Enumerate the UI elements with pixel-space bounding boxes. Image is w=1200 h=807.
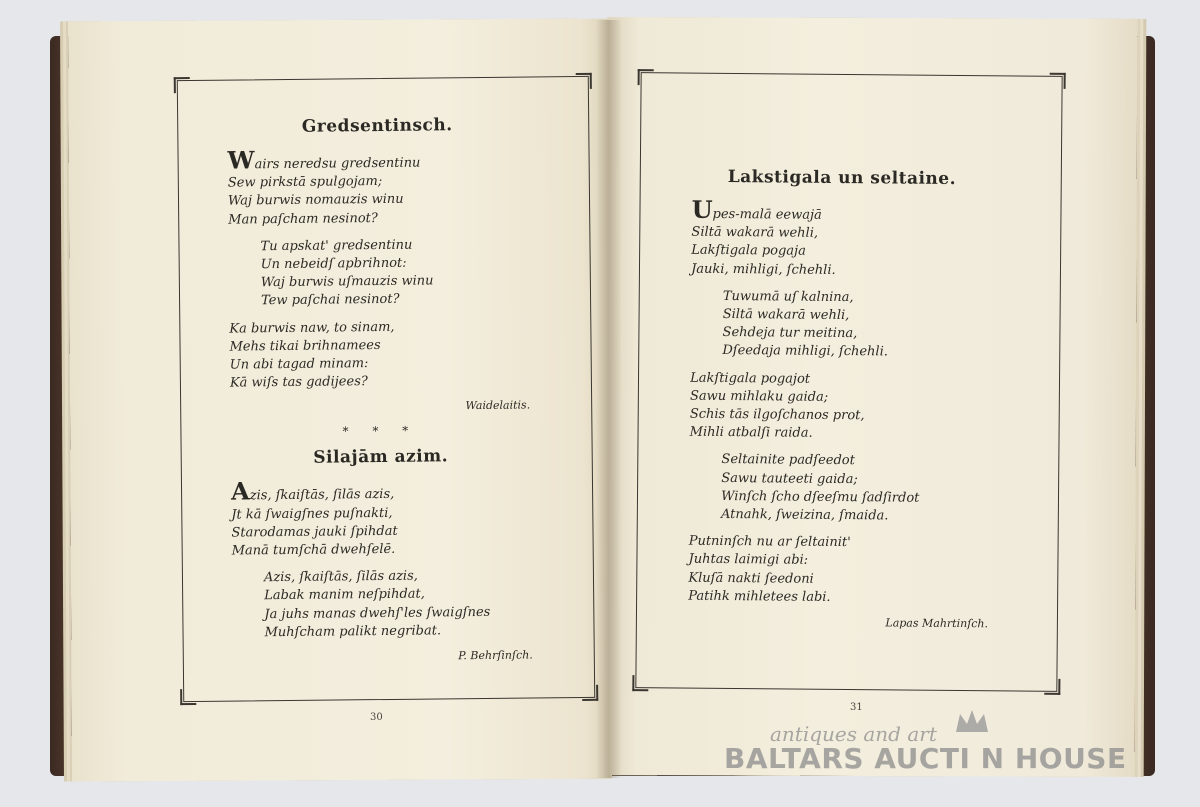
poem-line: Sew pirkstā spulgojam; bbox=[227, 174, 383, 191]
poem-line: Schis tās ilgoſchanos prot, bbox=[689, 406, 865, 424]
poem-line: Lakſtigala pogaja bbox=[691, 243, 806, 260]
poem-line: Mihli atbalſi raida. bbox=[689, 424, 813, 441]
watermark bbox=[724, 716, 1144, 786]
poem-line: Patihk mihletees labi. bbox=[688, 588, 831, 605]
poem-line: Siltā wakarā wehli, bbox=[691, 224, 819, 242]
stanza bbox=[227, 145, 528, 229]
book-gutter bbox=[596, 20, 622, 778]
poem-line: Mehs tikai brihnamees bbox=[229, 337, 381, 355]
poem-line: Labak manim neſpihdat, bbox=[264, 586, 425, 604]
poem-author: Lapas Mahrtinſch. bbox=[885, 616, 989, 631]
poem-line: Un nebeidſ apbrihnot: bbox=[260, 255, 407, 273]
stanza bbox=[721, 451, 990, 526]
poem-line: Juhtas laimigi abi: bbox=[688, 552, 809, 569]
poem-author: Waidelaitis. bbox=[465, 398, 531, 413]
poem-title: Lakstigala un seltaine. bbox=[727, 167, 957, 190]
poem-line: Azis, ſkaiſtās, ſilās azis, bbox=[230, 476, 395, 507]
poem-title: Silajām azim. bbox=[313, 446, 449, 469]
poem-line: Putninſch nu ar ſeltainit' bbox=[688, 533, 851, 551]
stanza bbox=[230, 476, 532, 561]
stanza bbox=[229, 317, 530, 393]
poem-line: Manā tumſchā dwehſelē. bbox=[231, 541, 396, 559]
poem-line: Waj burwis nomauzis winu bbox=[227, 192, 404, 209]
poem-line: Tuwumā uſ kalnina, bbox=[722, 288, 854, 305]
poem-line: Kā wiſs tas gadijees? bbox=[229, 374, 368, 391]
stanza bbox=[688, 533, 989, 608]
stanza bbox=[722, 288, 991, 363]
separator-stars: * * * bbox=[342, 424, 419, 439]
poem-line: Starodamas jauki ſpihdat bbox=[231, 523, 398, 541]
stanza bbox=[260, 235, 529, 311]
poem-title: Gredsentinsch. bbox=[301, 115, 453, 137]
page-number-left: 30 bbox=[370, 712, 383, 723]
right-page-content bbox=[688, 167, 992, 631]
left-page-content bbox=[227, 114, 533, 664]
poem-line: Dſeedaja mihligi, ſchehli. bbox=[722, 343, 888, 360]
poem-line: Ka burwis naw, to sinam, bbox=[229, 319, 395, 337]
crown-icon bbox=[952, 708, 992, 736]
stanza bbox=[264, 567, 533, 643]
poem-line: Sawu mihlaku gaida; bbox=[689, 388, 829, 405]
poem-line: Winſch ſcho dſeeſmu ſadſirdot bbox=[721, 488, 920, 506]
poem-line: Muhſcham palikt negribat. bbox=[264, 623, 442, 641]
poem-line: Waj burwis uſmauzis winu bbox=[260, 273, 434, 291]
stanza bbox=[691, 194, 992, 281]
watermark-brand: BALTARS AUCTI N HOUSE bbox=[724, 742, 1127, 775]
poem-line: Upes-malā eewajā bbox=[691, 194, 822, 224]
poem-line: Atnahk, ſweizina, ſmaida. bbox=[720, 507, 889, 524]
poem-line: Lakſtigala pogajot bbox=[690, 370, 811, 387]
poem-line: Azis, ſkaiſtās, ſilās azis, bbox=[263, 568, 418, 586]
poem-line: Kluſā nakti ſeedoni bbox=[688, 570, 814, 587]
poem-line: Ja juhs manas dwehſ'les ſwaigſnes bbox=[264, 604, 491, 622]
poem-line: Un abi tagad minam: bbox=[229, 356, 369, 373]
poem-line: Jauki, mihligi, ſchehli. bbox=[691, 261, 836, 278]
page-number-right: 31 bbox=[850, 702, 863, 713]
poem-line: Sehdeja tur meitina, bbox=[722, 325, 858, 342]
poem-line: Siltā wakarā wehli, bbox=[722, 306, 850, 324]
poem-line: Seltainite padſeedot bbox=[721, 452, 855, 469]
poem-author: P. Behrſinſch. bbox=[458, 648, 533, 663]
poem-line: Tew paſchai nesinot? bbox=[260, 292, 400, 309]
poem-line: Tu apskat' gredsentinu bbox=[260, 237, 413, 255]
stanza bbox=[690, 369, 991, 444]
poem-line: Man paſcham nesinot? bbox=[228, 210, 378, 228]
watermark-tagline: antiques and art bbox=[770, 722, 937, 746]
poem-line: Wairs neredsu gredsentinu bbox=[227, 145, 421, 175]
poem-line: Sawu tauteeti gaida; bbox=[721, 470, 858, 487]
poem-line: Jt kā ſwaigſnes puſnakti, bbox=[231, 505, 393, 523]
